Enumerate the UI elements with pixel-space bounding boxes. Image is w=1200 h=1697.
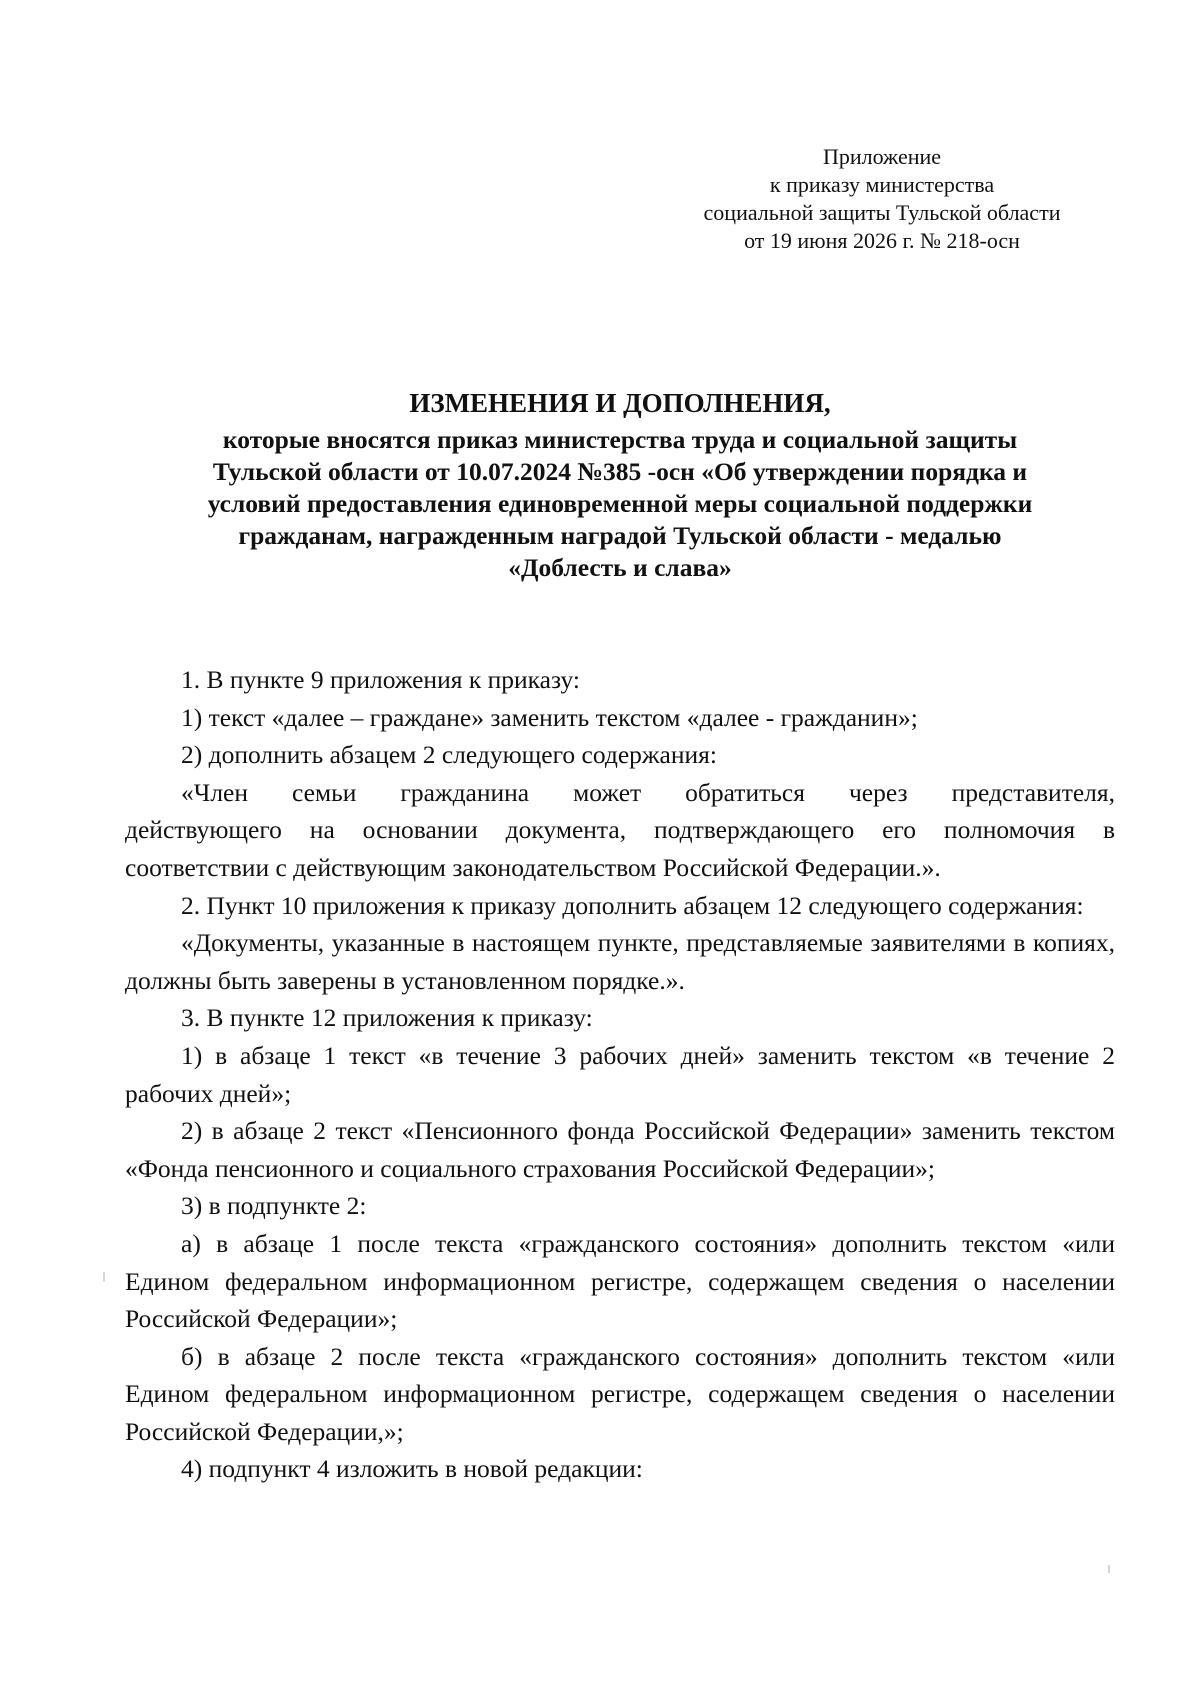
paragraph-item-3: 3. В пункте 12 приложения к приказу: <box>181 1003 593 1033</box>
paragraph-subitem: 4) подпункт 4 изложить в новой редакции: <box>181 1454 643 1484</box>
paragraph-subitem: 3) в подпункте 2: <box>181 1191 367 1221</box>
paragraph-subitem: 2) дополнить абзацем 2 следующего содержания: <box>181 740 717 770</box>
main-title: ИЗМЕНЕНИЯ И ДОПОЛНЕНИЯ, <box>409 388 831 418</box>
scan-artifact <box>103 1272 105 1282</box>
appendix-order-ref: к приказу министерства <box>769 172 995 197</box>
paragraph-subitem: 1) текст «далее – граждане» заменить текстом «далее - гражданин»; <box>181 702 918 732</box>
quoted-line: действующего на основании документа, подтверждающего его полномочия в <box>125 815 1115 845</box>
quoted-line: «Член семьи гражданина может обратиться через представителя, <box>181 777 1115 807</box>
scan-artifact <box>1108 1565 1110 1573</box>
title-line: условий предоставления единовременной меры социальной поддержки <box>207 489 1033 518</box>
paragraph-subitem: а) в абзаце 1 после текста «гражданского состояния» дополнить текстом «или Едином федеральном информационном регистре, содержащем сведения о населении Российской Федерации»; <box>125 1228 1115 1334</box>
paragraph-subitem: 1) в абзаце 1 текст «в течение 3 рабочих дней» заменить текстом «в течение 2 рабочих дней»; <box>125 1040 1115 1108</box>
title-line: гражданам, награжденным наградой Тульской области - медалью <box>238 521 1002 550</box>
paragraph-item-1: 1. В пункте 9 приложения к приказу: <box>181 665 580 694</box>
quoted-paragraph: «Документы, указанные в настоящем пункте, представляемые заявителями в копиях, должны быть заверены в установленном порядке.». <box>125 928 1115 995</box>
appendix-date-number: от 19 июня 2026 г. № 218-осн <box>744 228 1020 253</box>
title-line: Тульской области от 10.07.2024 №385 -осн «Об утверждении порядка и <box>212 457 1028 486</box>
appendix-label: Приложение <box>822 144 942 169</box>
paragraph-subitem: б) в абзаце 2 после текста «гражданского состояния» дополнить текстом «или Едином федеральном информационном регистре, содержащем сведения о населении Российской Федерации,»; <box>125 1341 1115 1446</box>
title-line: которые вносятся приказ министерства труда и социальной защиты <box>222 425 1018 454</box>
title-line: «Доблесть и слава» <box>508 553 732 582</box>
quoted-paragraph <box>125 774 1115 887</box>
paragraph-item-2: 2. Пункт 10 приложения к приказу дополнить абзацем 12 следующего содержания: <box>181 890 1084 920</box>
appendix-header <box>662 143 1102 255</box>
appendix-ministry: социальной защиты Тульской области <box>703 200 1061 225</box>
document-title <box>125 384 1115 584</box>
quoted-line: соответствии с действующим законодательством Российской Федерации.». <box>125 852 941 882</box>
document-body <box>125 661 1115 1488</box>
paragraph-subitem: 2) в абзаце 2 текст «Пенсионного фонда Российской Федерации» заменить текстом «Фонда пенсионного и социального страхования Российской Федерации»; <box>125 1116 1115 1183</box>
